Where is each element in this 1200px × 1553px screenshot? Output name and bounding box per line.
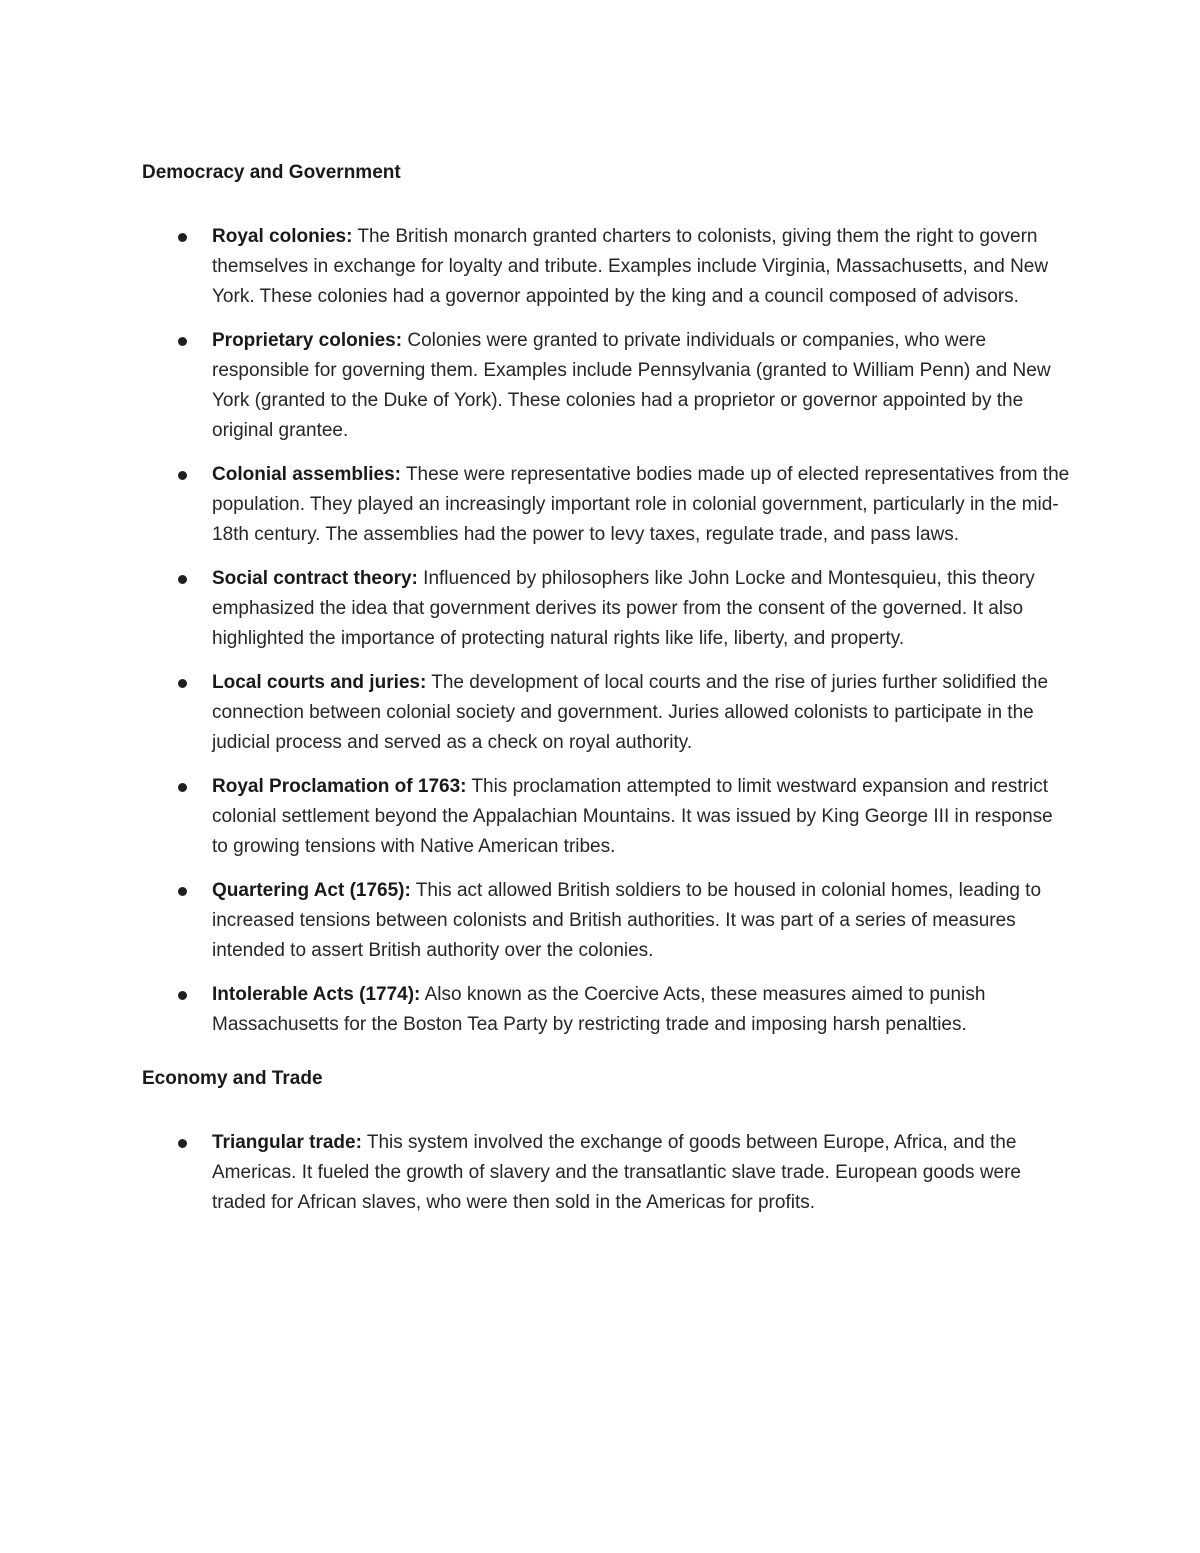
- list-item-text: The development of local courts and the rise of juries further solidified the connection between colonial society and government. Juries allowed colonists to participate in the judicial process and served as a check on royal authority.: [212, 672, 1049, 753]
- section-heading-democracy-government: Democracy and Government: [142, 162, 401, 183]
- list-item-term: Royal colonies:: [212, 226, 353, 247]
- list-item: [142, 980, 1072, 1040]
- list-item-text: Influenced by philosophers like John Locke and Montesquieu, this theory emphasized the idea that government derives its power from the consent of the governed. It also highlighted the importance of protecting natural rights like life, liberty, and property.: [212, 568, 1035, 649]
- list-item-text: This act allowed British soldiers to be housed in colonial homes, leading to increased tensions between colonists and British authorities. It was part of a series of measures intended to assert British authority over the colonies.: [212, 880, 1042, 961]
- bullet-list-economy-trade: [142, 1128, 1072, 1218]
- bullet-list-democracy-government: [142, 222, 1072, 1040]
- bullet-icon: [178, 887, 187, 896]
- list-item-text: Colonies were granted to private individuals or companies, who were responsible for governing them. Examples include Pennsylvania (granted to William Penn) and New York (granted to the Duke of York). These colonies had a proprietor or governor appointed by the original grantee.: [212, 330, 1051, 441]
- bullet-icon: [178, 1139, 187, 1148]
- bullet-icon: [178, 471, 187, 480]
- bullet-icon: [178, 337, 187, 346]
- list-item-term: Triangular trade:: [212, 1132, 362, 1153]
- list-item-term: Intolerable Acts (1774):: [212, 984, 421, 1005]
- bullet-icon: [178, 233, 187, 242]
- list-item: [142, 460, 1072, 550]
- list-item-term: Proprietary colonies:: [212, 330, 403, 351]
- bullet-icon: [178, 991, 187, 1000]
- list-item-term: Royal Proclamation of 1763:: [212, 776, 467, 797]
- list-item: [142, 222, 1072, 312]
- bullet-icon: [178, 679, 187, 688]
- list-item: [142, 326, 1072, 446]
- list-item: [142, 772, 1072, 862]
- list-item-text: These were representative bodies made up of elected representatives from the population. They played an increasingly important role in colonial government, particularly in the mid-18th century. The assemblies had the power to levy taxes, regulate trade, and pass laws.: [212, 464, 1070, 545]
- list-item-term: Social contract theory:: [212, 568, 418, 589]
- list-item: [142, 668, 1072, 758]
- document-content: [142, 158, 1072, 1218]
- list-item-text: This proclamation attempted to limit westward expansion and restrict colonial settlement beyond the Appalachian Mountains. It was issued by King George III in response to growing tensions with Native American tribes.: [212, 776, 1053, 857]
- list-item-text: This system involved the exchange of goods between Europe, Africa, and the Americas. It fueled the growth of slavery and the transatlantic slave trade. European goods were traded for African slaves, who were then sold in the Americas for profits.: [212, 1132, 1022, 1213]
- list-item: [142, 876, 1072, 966]
- bullet-icon: [178, 575, 187, 584]
- bullet-icon: [178, 783, 187, 792]
- list-item: [142, 1128, 1072, 1218]
- list-item-text: The British monarch granted charters to colonists, giving them the right to govern themselves in exchange for loyalty and tribute. Examples include Virginia, Massachusetts, and New York. These colonies had a governor appointed by the king and a council composed of advisors.: [212, 226, 1049, 307]
- list-item-text: Also known as the Coercive Acts, these measures aimed to punish Massachusetts for the Boston Tea Party by restricting trade and imposing harsh penalties.: [212, 984, 986, 1035]
- section-heading-economy-trade: Economy and Trade: [142, 1068, 323, 1089]
- list-item-term: Local courts and juries:: [212, 672, 427, 693]
- list-item-term: Colonial assemblies:: [212, 464, 402, 485]
- list-item-term: Quartering Act (1765):: [212, 880, 411, 901]
- list-item: [142, 564, 1072, 654]
